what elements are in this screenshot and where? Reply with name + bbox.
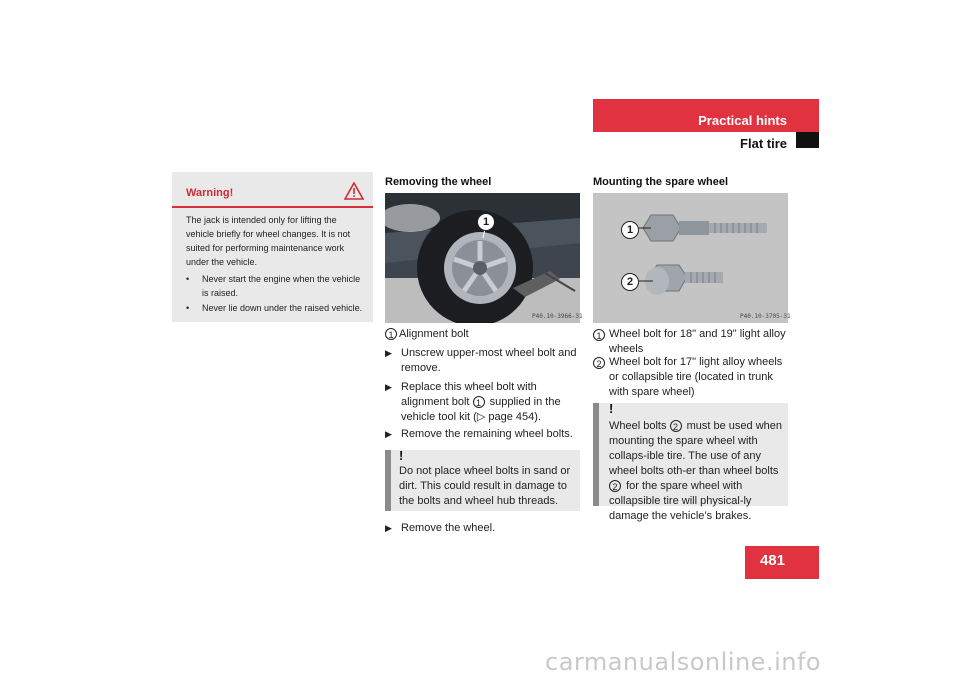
section-title: Practical hints bbox=[698, 113, 787, 128]
notice-bar bbox=[385, 450, 391, 511]
wheel-bolts-photo bbox=[593, 193, 788, 323]
watermark: carmanualsonline.info bbox=[545, 648, 822, 676]
callout-2: 2 bbox=[621, 273, 639, 291]
notice-mark: ! bbox=[399, 448, 404, 463]
warning-bullet-2: • Never lie down under the raised vehicle. bbox=[186, 303, 363, 313]
step-2: ▶ Replace this wheel bolt with alignment bolt 1 supplied in the vehicle tool kit (▷ page 454). bbox=[385, 381, 561, 423]
mounting-heading: Mounting the spare wheel bbox=[593, 176, 729, 188]
header-marker bbox=[796, 132, 819, 148]
step-1: ▶ Unscrew upper-most wheel bolt and remove. bbox=[385, 347, 577, 374]
legend-item-1: 1 Wheel bolt for 18" and 19" light alloy wheels bbox=[593, 327, 788, 357]
removing-notice-text: Do not place wheel bolts in sand or dirt. This could result in damage to the bolts and wheel hub threads. bbox=[399, 465, 571, 507]
warning-text: The jack is intended only for lifting the vehicle briefly for wheel changes. It is not suited for performing maintenance work under the vehicle. bbox=[186, 215, 351, 267]
step-3: ▶ Remove the remaining wheel bolts. bbox=[385, 428, 573, 440]
removing-heading: Removing the wheel bbox=[385, 176, 492, 188]
photo-caption: P40.10-3966-31 bbox=[532, 313, 583, 320]
legend-item-1: 1 Alignment bolt bbox=[385, 327, 469, 342]
page-subtitle: Flat tire bbox=[740, 136, 787, 151]
mounting-notice-text: Wheel bolts 2 must be used when mounting the spare wheel with collaps-ible tire. The use of any wheel bolts oth-er than wheel bolts 2 for the spare wheel with collapsible tire will physical-ly damage the vehicle’s brakes. bbox=[609, 420, 782, 522]
notice-bar bbox=[593, 403, 599, 506]
legend-item-2: 2 Wheel bolt for 17" light alloy wheels or collapsible tire (located in trunk with spare wheel) bbox=[593, 355, 788, 400]
warning-title: Warning! bbox=[186, 187, 234, 199]
notice-mark: ! bbox=[609, 401, 614, 416]
photo-caption: P40.10-3705-31 bbox=[740, 313, 791, 320]
warning-triangle-icon bbox=[344, 182, 364, 200]
callout-1: 1 bbox=[621, 221, 639, 239]
warning-bullet-1: • Never start the engine when the vehicle is raised. bbox=[186, 274, 361, 298]
step-4: ▶ Remove the wheel. bbox=[385, 522, 496, 534]
callout-1: 1 bbox=[477, 213, 495, 231]
page-number: 481 bbox=[759, 552, 785, 569]
